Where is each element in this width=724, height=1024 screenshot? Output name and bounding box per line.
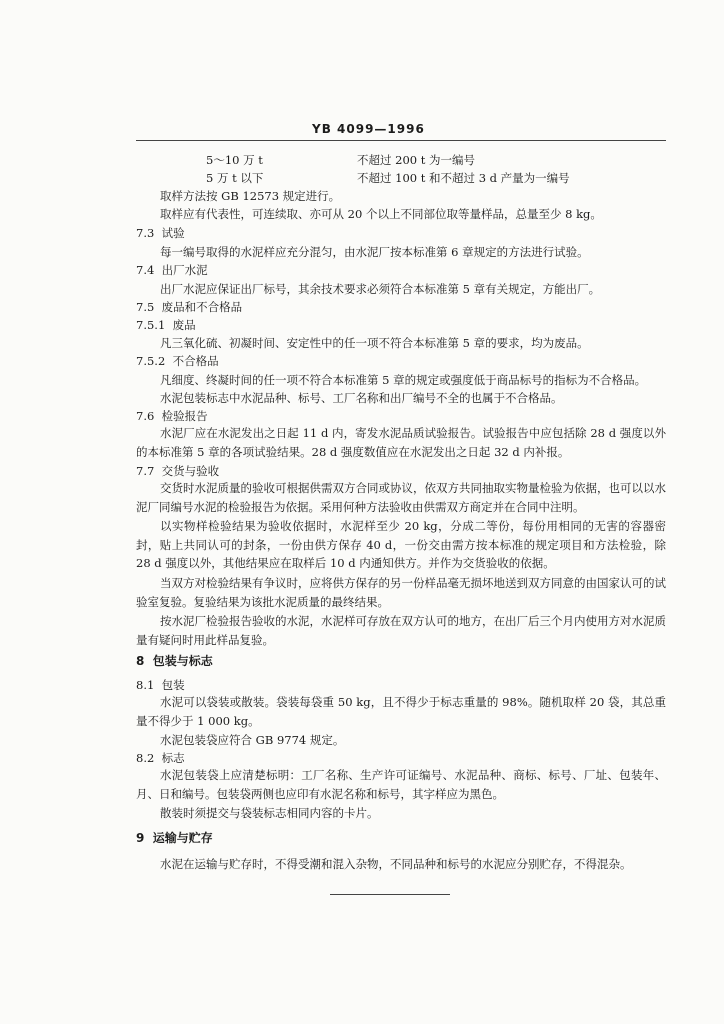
chapter-9-body: 水泥在运输与贮存时，不得受潮和混入杂物，不同品种和标号的水泥应分别贮存，不得混杂。	[160, 857, 632, 871]
chapter-number: 8	[136, 654, 145, 668]
section-title: 废品	[172, 318, 196, 332]
section-7-7-paragraph-4: 按水泥厂检验报告验收的水泥，水泥样可存放在双方认可的地方，在出厂后三个月内使用方对水泥质量有疑问时用此样品复验。	[136, 614, 666, 647]
table-rule-2: 不超过 100 t 和不超过 3 d 产量为一编号	[357, 171, 570, 185]
section-7-7-paragraph-3: 当双方对检验结果有争议时，应将供方保存的另一份样品毫无损坏地送到双方同意的由国家认可的试验室复验。复验结果为该批水泥质量的最终结果。	[136, 576, 666, 609]
section-title: 出厂水泥	[161, 263, 208, 277]
section-title: 不合格品	[172, 354, 219, 368]
section-title: 检验报告	[161, 409, 208, 423]
section-7-7-heading	[136, 463, 219, 479]
section-number: 7.3	[136, 226, 155, 240]
chapter-title: 包装与标志	[152, 654, 213, 668]
section-7-4-body: 出厂水泥应保证出厂标号，其余技术要求必须符合本标准第 5 章有关规定，方能出厂。	[160, 282, 601, 296]
section-7-4-heading	[136, 262, 208, 278]
end-rule	[330, 894, 450, 895]
section-8-1-paragraph-2: 水泥包装袋应符合 GB 9774 规定。	[160, 733, 345, 747]
section-title: 废品和不合格品	[161, 300, 243, 314]
section-7-5-1-body: 凡三氧化硫、初凝时间、安定性中的任一项不符合本标准第 5 章的要求，均为废品。	[160, 336, 589, 350]
section-title: 试验	[161, 226, 185, 240]
section-7-3-heading	[136, 225, 185, 241]
section-number: 7.6	[136, 409, 155, 423]
section-7-5-2-body-2: 水泥包装标志中水泥品种、标号、工厂名称和出厂编号不全的也属于不合格品。	[160, 391, 563, 405]
section-number: 8.2	[136, 751, 155, 765]
section-8-2-paragraph-2: 散装时须提交与袋装标志相同内容的卡片。	[160, 806, 379, 820]
standard-header: YB 4099—1996	[312, 122, 425, 136]
sampling-rep-text: 取样应有代表性，可连续取、亦可从 20 个以上不同部位取等量样品，总量至少 8 kg。	[160, 207, 602, 221]
section-7-3-body: 每一编号取得的水泥样应充分混匀，由水泥厂按本标准第 6 章规定的方法进行试验。	[160, 245, 589, 259]
section-title: 交货与验收	[161, 464, 220, 478]
chapter-title: 运输与贮存	[152, 831, 213, 845]
chapter-8-heading	[136, 652, 213, 669]
section-7-5-heading	[136, 299, 242, 315]
section-7-5-2-body-1: 凡细度、终凝时间的任一项不符合本标准第 5 章的规定或强度低于商品标号的指标为不合格品。	[160, 373, 647, 387]
chapter-9-heading	[136, 829, 213, 846]
table-range-1: 5～10 万 t	[206, 153, 263, 167]
section-title: 包装	[161, 678, 185, 692]
section-7-7-paragraph-2: 以实物样检验结果为验收依据时，水泥样至少 20 kg，分成二等份，每份用相同的无害的容器密封，贴上共同认可的封条，一份由供方保存 40 d，一份交由需方按本标准的规定项目和方法检验，除 28 d 强度以外，其他结果应在取样后 10 d 内通知供方。并作为交货验收的依据。	[136, 519, 666, 571]
sampling-method-text: 取样方法按 GB 12573 规定进行。	[160, 189, 341, 203]
section-title: 标志	[161, 751, 185, 765]
section-8-2-heading	[136, 750, 185, 766]
section-number: 7.5.2	[136, 354, 166, 368]
section-number: 7.4	[136, 263, 155, 277]
section-7-6-heading	[136, 408, 208, 424]
section-7-5-1-heading	[136, 317, 196, 333]
section-7-5-2-heading	[136, 353, 219, 369]
table-rule-1: 不超过 200 t 为一编号	[357, 153, 476, 167]
section-7-6-body: 水泥厂应在水泥发出之日起 11 d 内，寄发水泥品质试验报告。试验报告中应包括除 28 d 强度以外的本标准第 5 章的各项试验结果。28 d 强度数值应在水泥发出之日起 32 d 内补报。	[136, 426, 666, 459]
section-8-1-heading	[136, 677, 185, 693]
chapter-number: 9	[136, 831, 145, 845]
section-number: 7.5.1	[136, 318, 166, 332]
section-8-1-paragraph-1: 水泥可以袋装或散装。袋装每袋重 50 kg，且不得少于标志重量的 98%。随机取样 20 袋，其总重量不得少于 1 000 kg。	[136, 695, 666, 728]
section-number: 7.5	[136, 300, 155, 314]
section-8-2-paragraph-1: 水泥包装袋上应清楚标明：工厂名称、生产许可证编号、水泥品种、商标、标号、厂址、包装年、月、日和编号。包装袋两侧也应印有水泥名称和标号，其字样应为黑色。	[136, 768, 666, 801]
section-number: 7.7	[136, 464, 155, 478]
table-range-2: 5 万 t 以下	[206, 171, 264, 185]
section-number: 8.1	[136, 678, 155, 692]
header-rule	[136, 140, 666, 141]
section-7-7-paragraph-1: 交货时水泥质量的验收可根据供需双方合同或协议，依双方共同抽取实物量检验为依据，也可以以水泥厂同编号水泥的检验报告为依据。采用何种方法验收由供需双方商定并在合同中注明。	[136, 481, 666, 514]
